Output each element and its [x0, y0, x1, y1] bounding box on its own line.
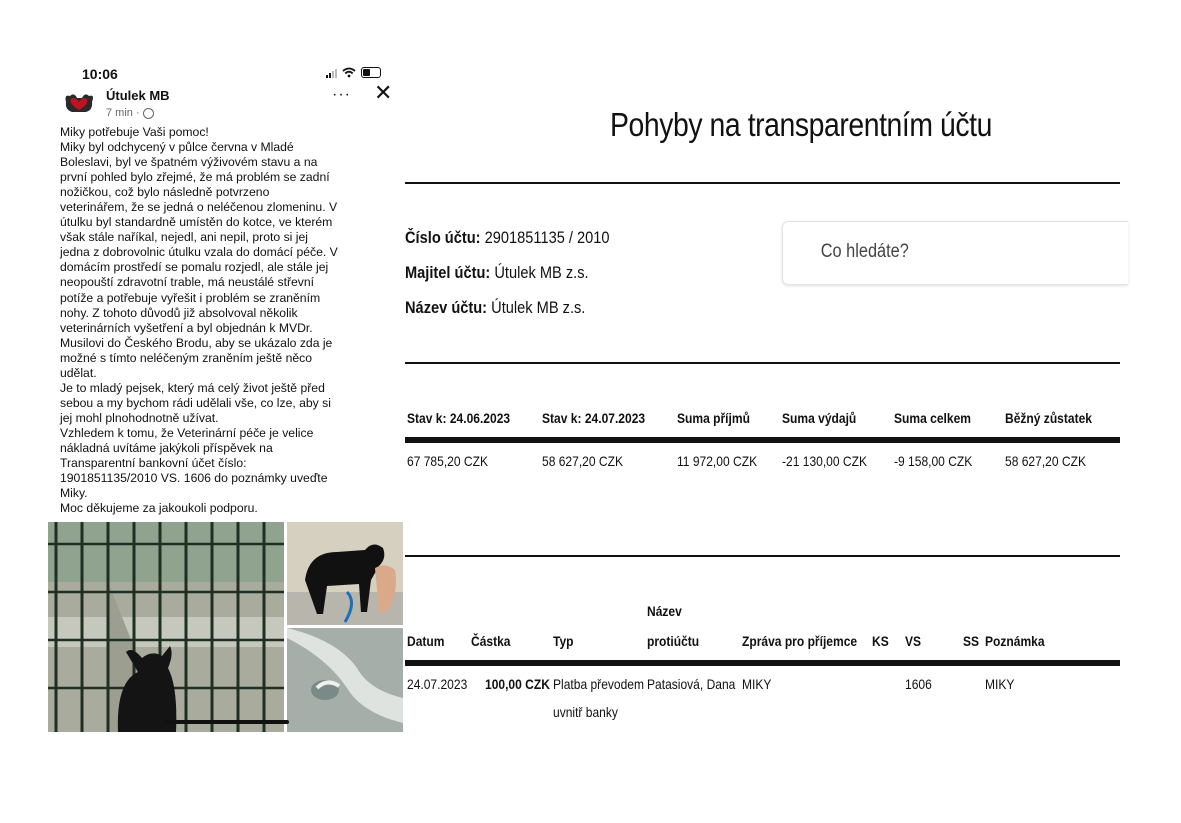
account-owner	[405, 263, 589, 283]
post-text-line: domácím prostředí se pomalu rozjedl, ale stále jej	[60, 260, 329, 275]
post-text-line: 1901851135/2010 VS. 1606 do poznámky uveďte	[60, 471, 328, 486]
summary-value: 11 972,00 CZK	[677, 453, 758, 469]
post-text-line: veterinářem, že se jedná o neléčenou zlomeninu. V	[60, 200, 338, 215]
post-text-line: nožičkou, což bylo následně potvrzeno	[60, 185, 270, 200]
post-text-line: Miky potřebuje Vaši pomoc!	[60, 125, 209, 139]
summary-header: Suma příjmů	[677, 410, 750, 426]
summary-header: Stav k: 24.07.2023	[542, 410, 646, 426]
post-text-line: Vzhledem k tomu, že Veterinární péče je velice	[60, 425, 314, 440]
column-header-counterparty[interactable]: protiúčtu	[647, 633, 700, 649]
account-name-label: Název účtu:	[405, 298, 488, 317]
column-header-ss[interactable]: SS	[963, 633, 980, 649]
wifi-icon	[342, 67, 356, 78]
column-header-date[interactable]: Datum	[407, 633, 445, 649]
summary-value: -9 158,00 CZK	[894, 453, 973, 469]
globe-icon	[143, 108, 154, 119]
dog-fence-photo[interactable]	[48, 522, 284, 732]
summary-header: Běžný zůstatek	[1005, 410, 1092, 426]
summary-header: Suma celkem	[894, 410, 971, 426]
cell-type: Platba převodem	[553, 676, 645, 692]
column-header-note[interactable]: Poznámka	[985, 633, 1045, 649]
cell-vs: 1606	[905, 676, 932, 692]
status-icons	[326, 67, 381, 78]
post-text-line: první pohled bylo zřejmé, že má problém se zadní	[60, 170, 330, 185]
account-owner-label: Majitel účtu:	[405, 263, 491, 282]
xray-photo[interactable]	[287, 628, 403, 732]
post-text-line: neopouští zdravotní trable, má neustálé střevní	[60, 275, 315, 290]
summary-header-rule	[405, 437, 1120, 443]
cell-date: 24.07.2023	[407, 676, 468, 692]
cell-message: MIKY	[742, 676, 772, 692]
search-input[interactable]	[819, 240, 1063, 264]
dog-vet-photo[interactable]	[287, 522, 403, 625]
post-text-line: nohy. Z tohoto důvodů již absolvoval několik	[60, 305, 298, 320]
post-text-line: veterinárních vyšetření a byl objednán k MVDr.	[60, 320, 313, 335]
post-text-line: nákladná uvítáme jakýkoli příspěvek na	[60, 440, 273, 455]
post-text-line: Miky byl odchycený v půlce června v Mladé	[60, 140, 294, 155]
post-text-line: potíže a potřebuje vyřešit i problém se zraněním	[60, 290, 321, 305]
cell-note: MIKY	[985, 676, 1015, 692]
account-name	[405, 298, 585, 318]
page-title: Pohyby na transparentním účtu	[610, 106, 992, 143]
summary-header: Stav k: 24.06.2023	[407, 410, 511, 426]
signal-icon	[326, 68, 337, 78]
summary-value: 67 785,20 CZK	[407, 453, 488, 469]
cell-amount: 100,00 CZK	[485, 676, 550, 692]
divider	[405, 362, 1120, 364]
column-header-vs[interactable]: VS	[905, 633, 922, 649]
account-number-value: 2901851135 / 2010	[484, 228, 610, 247]
post-text-line: Musilovi do Českého Brodu, aby se ukázalo zda je	[60, 335, 333, 350]
cell-counterparty: Patasiová, Dana	[647, 676, 736, 692]
facebook-post-screenshot	[48, 60, 403, 732]
account-owner-value: Útulek MB z.s.	[494, 263, 589, 282]
column-header-ks[interactable]: KS	[872, 633, 889, 649]
divider	[405, 182, 1120, 184]
post-meta	[106, 107, 154, 119]
post-text-line: jej mohl plnohodnotně užívat.	[60, 410, 219, 425]
post-text-line: Miky.	[60, 486, 88, 501]
account-name-value: Útulek MB z.s.	[491, 298, 586, 317]
transparent-account-page	[405, 0, 1120, 823]
cell-type: uvnitř banky	[553, 704, 618, 720]
post-text-line: možné s tímto neléčeným zraněním ještě něco	[60, 350, 312, 365]
post-text-line: Boleslavi, byl ve špatném výživovém stavu a na	[60, 155, 318, 170]
account-number	[405, 228, 610, 248]
status-time: 10:06	[82, 66, 118, 82]
column-header-amount[interactable]: Částka	[471, 633, 511, 649]
page-name[interactable]: Útulek MB	[106, 88, 170, 103]
post-text-line: Moc děkujeme za jakoukoli podporu.	[60, 501, 258, 516]
divider	[405, 555, 1120, 557]
more-options-button[interactable]: ···	[332, 86, 351, 103]
summary-value: -21 130,00 CZK	[782, 453, 868, 469]
battery-icon	[361, 67, 381, 78]
close-button[interactable]: ✕	[374, 80, 393, 105]
post-text-line: útulku byl standardně umístěn do kotce, ve kterém	[60, 215, 333, 230]
post-text	[60, 125, 396, 516]
post-text-line: však stále naříkal, nejedl, ani nepil, proto si jej	[60, 230, 308, 245]
post-time: 7 min ·	[106, 107, 140, 119]
column-header-message[interactable]: Zpráva pro příjemce	[742, 633, 858, 649]
account-number-label: Číslo účtu:	[405, 228, 481, 247]
transactions-header-rule	[405, 660, 1120, 666]
post-text-line: sebou a my bychom rádi udělali vše, co lze, aby si	[60, 395, 331, 410]
search-box[interactable]	[782, 221, 1128, 285]
summary-header: Suma výdajů	[782, 410, 857, 426]
post-text-line: jedna z dobrovolnic útulku vzala do domácí péče. V	[60, 245, 338, 260]
post-text-line: Je to mladý pejsek, který má celý život ještě před	[60, 380, 325, 395]
post-text-line: Transparentní bankovní účet číslo:	[60, 456, 247, 471]
column-header-type[interactable]: Typ	[553, 633, 574, 649]
column-header-counterparty[interactable]: Název	[647, 603, 682, 619]
summary-value: 58 627,20 CZK	[542, 453, 623, 469]
post-header	[62, 80, 393, 122]
post-text-line: udělat.	[60, 365, 97, 380]
shelter-logo-avatar[interactable]	[62, 90, 96, 116]
home-indicator[interactable]	[163, 720, 289, 724]
summary-value: 58 627,20 CZK	[1005, 453, 1086, 469]
